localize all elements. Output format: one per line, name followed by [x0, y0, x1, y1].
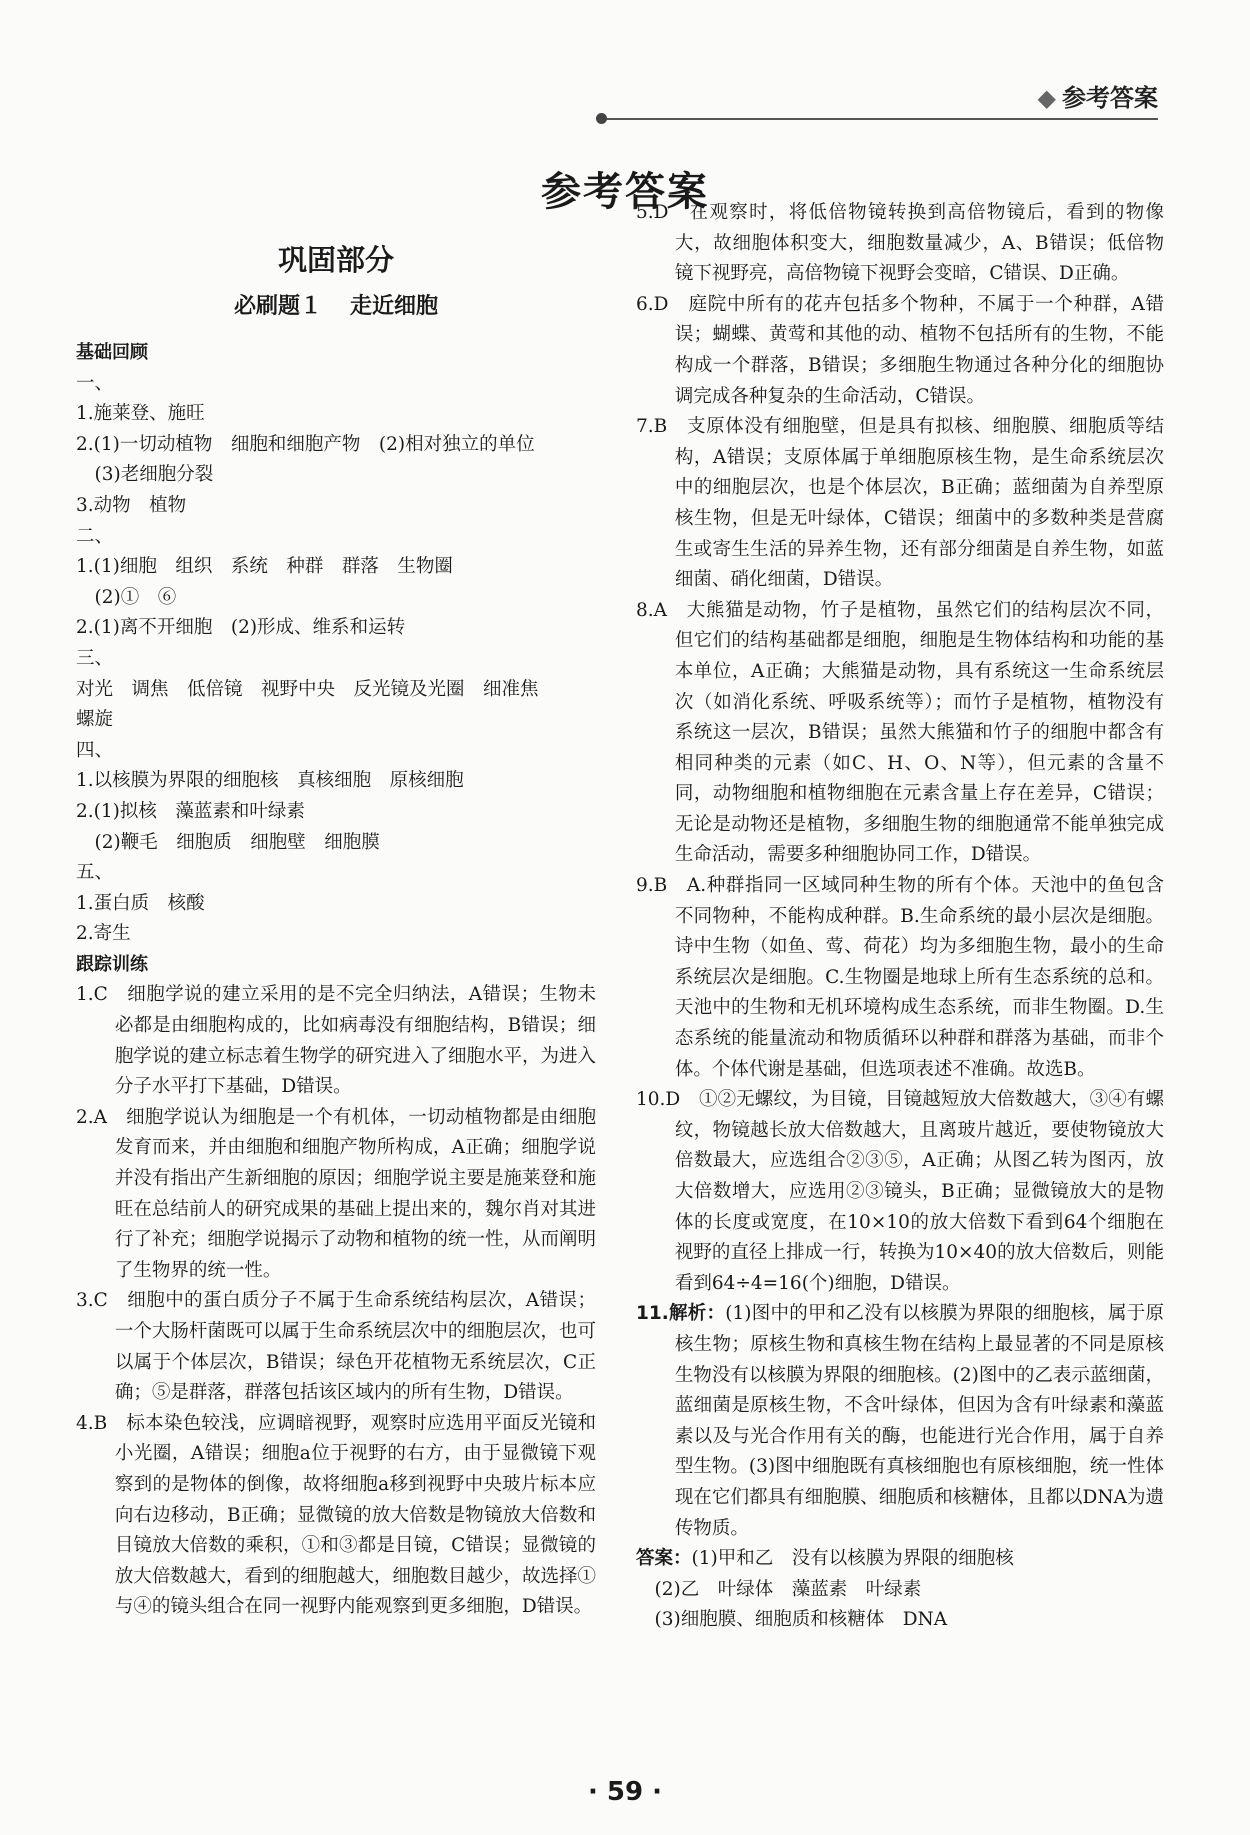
- left-answer-list: [76, 980, 596, 1622]
- basic-review-line: 2.(1)离不开细胞 (2)形成、维系和运转: [76, 617, 406, 639]
- answer-item-5: 5.D 在观察时，将低倍物镜转换到高倍物镜后，看到的物像大，故细胞体积变大，细胞数量减少，A、B错误；低倍物镜下视野亮，高倍物镜下视野会变暗，C错误、D正确。: [636, 202, 1164, 285]
- chapter-title: [76, 290, 596, 324]
- answer-item-11: [636, 1299, 1164, 1544]
- basic-review-line: 3.动物 植物: [76, 494, 187, 516]
- header-label: 参考答案: [1062, 84, 1158, 112]
- basic-review-line: 螺旋: [76, 709, 114, 731]
- answer-item-7: 7.B 支原体没有细胞壁，但是具有拟核、细胞膜、细胞质等结构，A错误；支原体属于单细胞原核生物，是生命系统层次中的细胞层次，也是个体层次，B正确；蓝细菌为自养型原核生物，但是无叶绿体，C错误；细菌中的多数种类是营腐生或寄生生活的异养生物，还有部分细菌是自养生物，如蓝细菌、硝化细菌，D错误。: [636, 416, 1164, 591]
- q11-answer-label: 答案：: [636, 1548, 692, 1570]
- answer-item-9: 9.B A.种群指同一区域同种生物的所有个体。天池中的鱼包含不同物种，不能构成种群。B.生命系统的最小层次是细胞。诗中生物（如鱼、莺、荷花）均为多细胞生物，最小的生命系统层次是细胞。C.生物圈是地球上所有生态系统的总和。天池中的生物和无机环境构成生态系统，而非生物圈。D.生态系统的能量流动和物质循环以种群和群落为基础，而非个体。个体代谢是基础，但选项表述不准确。故选B。: [636, 875, 1164, 1080]
- answer-item-6: 6.D 庭院中所有的花卉包括多个物种，不属于一个种群，A错误；蝴蝶、黄莺和其他的动、植物不包括所有的生物，不能构成一个群落，B错误；多细胞生物通过各种分化的细胞协调完成各种复杂的生命活动，C错误。: [636, 293, 1164, 407]
- answer-item-1: 1.C 细胞学说的建立采用的是不完全归纳法，A错误；生物未必都是由细胞构成的，比如病毒没有细胞结构，B错误；细胞学说的建立标志着生物学的研究进入了细胞水平，为进入分子水平打下基础，D错误。: [76, 984, 596, 1098]
- basic-review-list: [76, 369, 596, 950]
- basic-review-line: 1.(1)细胞 组织 系统 种群 群落 生物圈: [76, 556, 453, 578]
- diamond-icon: ◆: [1037, 84, 1056, 112]
- basic-review-line: 对光 调焦 低倍镜 视野中央 反光镜及光圈 细准焦: [76, 678, 539, 700]
- basic-review-line: (2)① ⑥: [76, 586, 177, 608]
- left-column: [76, 0, 596, 1623]
- header-rule: [600, 118, 1158, 120]
- answer-item-10: 10.D ①②无螺纹，为目镜，目镜越短放大倍数越大，③④有螺纹，物镜越长放大倍数越大，且离玻片越近，要使物镜放大倍数最大，应选组合②③⑤，A正确；从图乙转为图丙，放大倍数增大，应选用②③镜头，B正确；显微镜放大的是物体的长度或宽度，在10×10的放大倍数下看到64个细胞在视野的直径上排成一行，转换为10×40的放大倍数后，则能看到64÷4=16(个)细胞，D错误。: [636, 1089, 1164, 1294]
- track-training-heading: 跟踪训练: [76, 953, 148, 975]
- chapter-topic: 走近细胞: [350, 294, 439, 319]
- basic-review-line: 五、: [76, 862, 114, 884]
- q11-text: (1)图中的甲和乙没有以核膜为界限的细胞核，属于原核生物；原核生物和真核生物在结构上最显著的不同是原核生物没有以核膜为界限的细胞核。(2)图中的乙表示蓝细菌，蓝细菌是原核生物，不含叶绿体，但因为含有叶绿素和藻蓝素以及与光合作用有关的酶，也能进行光合作用，属于自养型生物。(3)图中细胞既有真核细胞也有原核细胞，统一性体现在它们都具有细胞膜、细胞质和核糖体，且都以DNA为遗传物质。: [674, 1303, 1164, 1539]
- basic-review-line: 1.蛋白质 核酸: [76, 892, 205, 914]
- right-column: [636, 198, 1164, 1636]
- q11-label: 11.解析：: [636, 1303, 726, 1325]
- basic-review-line: (2)鞭毛 细胞质 细胞壁 细胞膜: [76, 831, 380, 853]
- basic-review-line: 1.施莱登、施旺: [76, 403, 205, 425]
- section-title: 巩固部分: [277, 243, 394, 277]
- answer-item-2: 2.A 细胞学说认为细胞是一个有机体，一切动植物都是由细胞发育而来，并由细胞和细胞产物所构成，A正确；细胞学说并没有指出产生新细胞的原因；细胞学说主要是施莱登和施旺在总结前人的研究成果的基础上提出来的，魏尔肖对其进行了补充；细胞学说揭示了动物和植物的统一性，从而阐明了生物界的统一性。: [76, 1106, 596, 1281]
- q11-answer-line-1: (1)甲和乙 没有以核膜为界限的细胞核: [691, 1548, 1014, 1570]
- q11-answer-line-3: (3)细胞膜、细胞质和核糖体 DNA: [654, 1609, 948, 1631]
- basic-review-line: (3)老细胞分裂: [76, 464, 214, 486]
- basic-review-line: 2.(1)拟核 藻蓝素和叶绿素: [76, 800, 305, 822]
- right-answer-list: [636, 198, 1164, 1299]
- answer-item-8: 8.A 大熊猫是动物，竹子是植物，虽然它们的结构层次不同，但它们的结构基础都是细胞，细胞是生物体结构和功能的基本单位，A正确；大熊猫是动物，具有系统这一生命系统层次（如消化系统、呼吸系统等）；而竹子是植物，植物没有系统这一层次，B错误；虽然大熊猫和竹子的细胞中都含有相同种类的元素（如C、H、O、N等），但元素的含量不同，动物细胞和植物细胞在元素含量上存在差异，C错误；无论是动物还是植物，多细胞生物的细胞通常不能单独完成生命活动，需要多种细胞协同工作，D错误。: [636, 599, 1164, 866]
- header-tag: [1038, 78, 1158, 113]
- page-number: · 59 ·: [587, 1777, 663, 1807]
- answer-item-4: 4.B 标本染色较浅，应调暗视野，观察时应选用平面反光镜和小光圈，A错误；细胞a位于视野的右方，由于显微镜下观察到的是物体的倒像，故将细胞a移到视野中央玻片标本应向右边移动，B正确；显微镜的放大倍数是物镜放大倍数和目镜放大倍数的乘积，①和③都是目镜，C错误；显微镜的放大倍数越大，看到的细胞越大，细胞数目越少，故选择①与④的镜头组合在同一视野内能观察到更多细胞，D错误。: [76, 1412, 596, 1618]
- basic-review-line: 四、: [76, 739, 114, 761]
- basic-review-line: 2.寄生: [76, 923, 131, 945]
- header-rule-dot: [596, 113, 607, 124]
- basic-review-line: 1.以核膜为界限的细胞核 真核细胞 原核细胞: [76, 770, 464, 792]
- basic-review-line: 二、: [76, 525, 114, 547]
- basic-review-line: 三、: [76, 647, 114, 669]
- basic-review-heading: 基础回顾: [76, 342, 148, 363]
- answer-item-3: 3.C 细胞中的蛋白质分子不属于生命系统结构层次，A错误；一个大肠杆菌既可以属于生命系统层次中的细胞层次，也可以属于个体层次，B错误；绿色开花植物无系统层次，C正确；⑤是群落，群落包括该区域内的所有生物，D错误。: [76, 1290, 596, 1404]
- chapter-name: 必刷题１: [233, 294, 322, 319]
- q11-answer: [636, 1544, 1164, 1575]
- page-title: 参考答案: [541, 169, 709, 215]
- basic-review-line: 2.(1)一切动植物 细胞和细胞产物 (2)相对独立的单位: [76, 433, 535, 455]
- q11-answer-line-2: (2)乙 叶绿体 藻蓝素 叶绿素: [654, 1578, 922, 1600]
- basic-review-line: 一、: [76, 372, 114, 394]
